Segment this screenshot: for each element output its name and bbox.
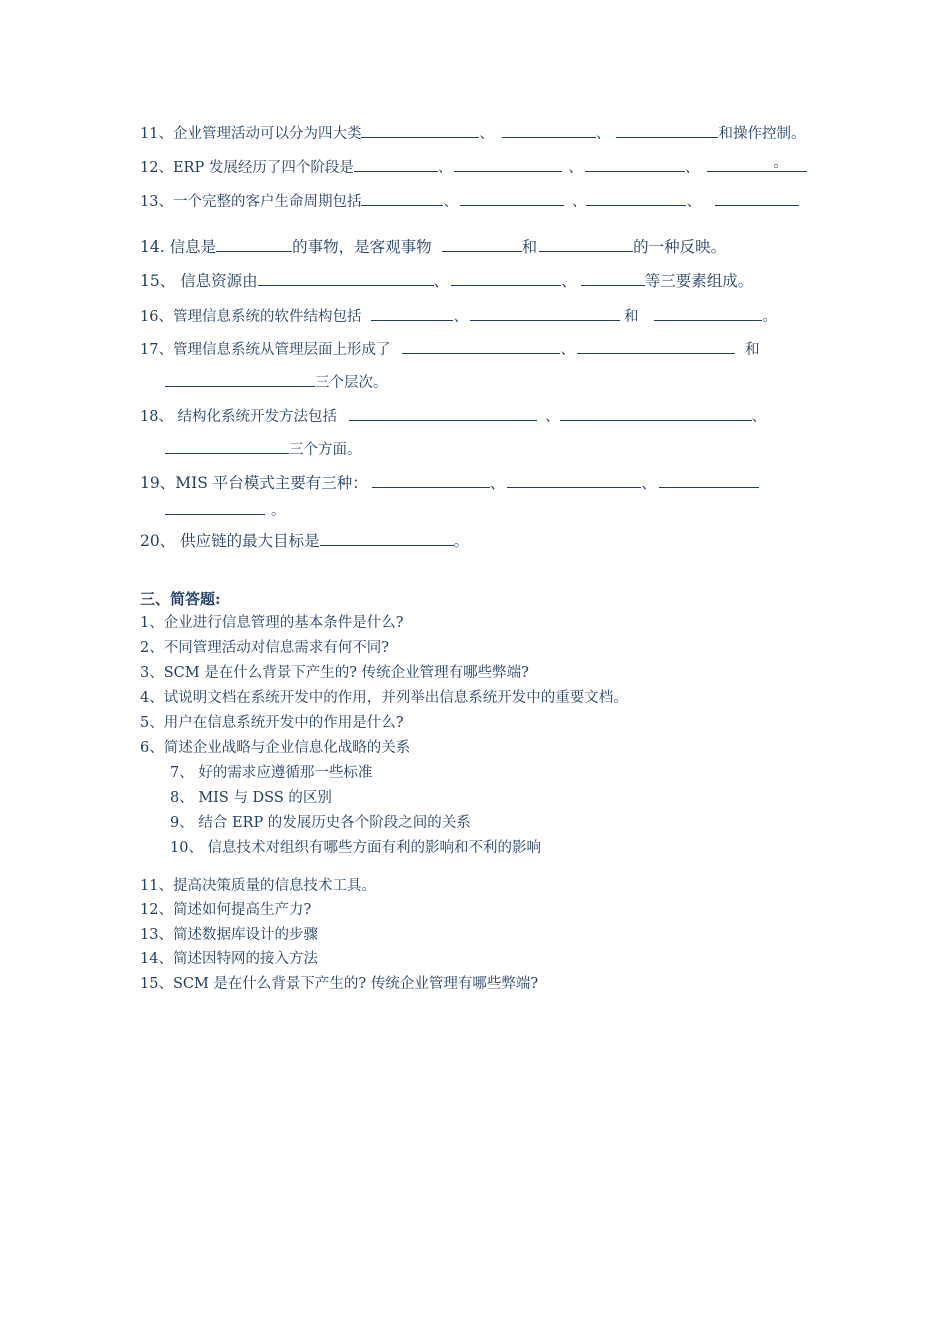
separator: 、 — [560, 342, 575, 358]
separator: 、 — [433, 272, 450, 290]
list-item: 3、SCM 是在什么背景下产生的? 传统企业管理有哪些弊端? — [140, 665, 529, 681]
separator: 、 — [684, 160, 700, 176]
question-text: 14. 信息是 — [140, 238, 217, 256]
blank — [470, 306, 620, 321]
blank — [502, 123, 596, 138]
question-16 — [140, 306, 777, 327]
blank — [165, 439, 289, 454]
blank — [451, 271, 561, 286]
question-text: 19、MIS 平台模式主要有三种： — [140, 474, 368, 492]
separator: 、 — [595, 126, 611, 142]
question-text: 12、ERP 发展经历了四个阶段是 — [140, 160, 354, 176]
separator: 、 — [571, 194, 587, 210]
question-19 — [140, 473, 759, 493]
question-19-cont — [165, 500, 286, 521]
blank — [460, 191, 564, 206]
blank — [560, 406, 752, 421]
blank — [454, 157, 562, 172]
question-text: 11、企业管理活动可以分为四大类 — [140, 126, 362, 142]
blank — [320, 531, 454, 546]
separator: 。 — [762, 309, 777, 325]
blank — [715, 191, 799, 206]
blank — [707, 157, 807, 172]
blank — [361, 123, 479, 138]
list-item: 13、简述数据库设计的步骤 — [140, 927, 318, 943]
separator: 、 — [479, 126, 494, 142]
question-text: 13、一个完整的客户生命周期包括 — [140, 194, 362, 210]
question-20 — [140, 531, 469, 551]
question-text: 和 — [623, 309, 639, 325]
separator: 、 — [545, 409, 560, 425]
list-item: 2、不同管理活动对信息需求有何不同? — [140, 640, 389, 656]
list-item: 11、提高决策质量的信息技术工具。 — [140, 878, 376, 894]
separator: 、 — [751, 409, 767, 425]
question-text: 三个层次。 — [315, 375, 388, 391]
separator: 、 — [453, 309, 468, 325]
list-item: 9、 结合 ERP 的发展历史各个阶段之间的关系 — [170, 815, 471, 831]
blank — [402, 339, 560, 354]
list-item: 5、用户在信息系统开发中的作用是什么? — [140, 715, 404, 731]
blank — [586, 191, 686, 206]
list-item: 10、 信息技术对组织有哪些方面有利的影响和不利的影响 — [170, 840, 542, 856]
question-text: 三个方面。 — [289, 442, 362, 458]
blank — [258, 271, 434, 286]
separator: 、 — [561, 272, 577, 290]
question-text: 等三要素组成。 — [644, 272, 754, 290]
blank — [507, 473, 641, 488]
blank — [354, 157, 438, 172]
blank — [216, 237, 292, 252]
blank — [165, 372, 315, 387]
question-18-cont — [165, 439, 362, 460]
separator: 。 — [773, 155, 788, 171]
question-11 — [140, 123, 805, 144]
blank — [165, 500, 265, 515]
question-14 — [140, 237, 726, 257]
separator: 、 — [437, 160, 453, 176]
question-text: 18、 结构化系统开发方法包括 — [140, 409, 338, 425]
question-15 — [140, 271, 753, 291]
blank — [372, 473, 490, 488]
separator: 、 — [641, 474, 657, 492]
question-17-cont — [165, 372, 388, 393]
separator: 、 — [489, 474, 506, 492]
separator: 。 — [453, 532, 470, 550]
question-18 — [140, 406, 766, 427]
question-text: 的事物，是客观事物 — [292, 238, 432, 256]
blank — [585, 157, 685, 172]
list-item: 4、试说明文档在系统开发中的作用，并列举出信息系统开发中的重要文档。 — [140, 690, 628, 706]
question-text: 的一种反映。 — [633, 238, 727, 256]
question-text: 和 — [744, 342, 760, 358]
question-text: 17、管理信息系统从管理层面上形成了 — [140, 342, 391, 358]
separator: 、 — [568, 160, 583, 176]
question-text: 和 — [521, 238, 538, 256]
list-item: 6、简述企业战略与企业信息化战略的关系 — [140, 740, 411, 756]
blank — [349, 406, 537, 421]
blank — [654, 306, 762, 321]
list-item: 7、 好的需求应遵循那一些标准 — [170, 765, 373, 781]
list-item: 12、简述如何提高生产力? — [140, 902, 312, 918]
question-text: 16、管理信息系统的软件结构包括 — [140, 309, 362, 325]
list-item: 14、简述因特网的接入方法 — [140, 951, 318, 967]
blank — [371, 306, 453, 321]
separator: 。 — [271, 503, 286, 519]
blank — [442, 237, 522, 252]
blank — [616, 123, 718, 138]
question-text: 和操作控制。 — [718, 126, 806, 142]
question-17 — [140, 339, 759, 360]
question-text: 20、 供应链的最大目标是 — [140, 532, 320, 550]
question-text: 15、 信息资源由 — [140, 272, 258, 290]
list-item: 1、企业进行信息管理的基本条件是什么? — [140, 615, 404, 631]
blank — [539, 237, 633, 252]
separator: 、 — [443, 194, 458, 210]
list-item: 8、 MIS 与 DSS 的区别 — [170, 790, 332, 806]
question-12 — [140, 157, 807, 178]
list-item: 15、SCM 是在什么背景下产生的? 传统企业管理有哪些弊端? — [140, 976, 539, 992]
question-13 — [140, 191, 799, 212]
blank — [361, 191, 443, 206]
blank — [659, 473, 759, 488]
blank — [581, 271, 645, 286]
blank — [577, 339, 735, 354]
separator: 、 — [686, 194, 701, 210]
section-heading: 三、简答题: — [140, 590, 221, 608]
